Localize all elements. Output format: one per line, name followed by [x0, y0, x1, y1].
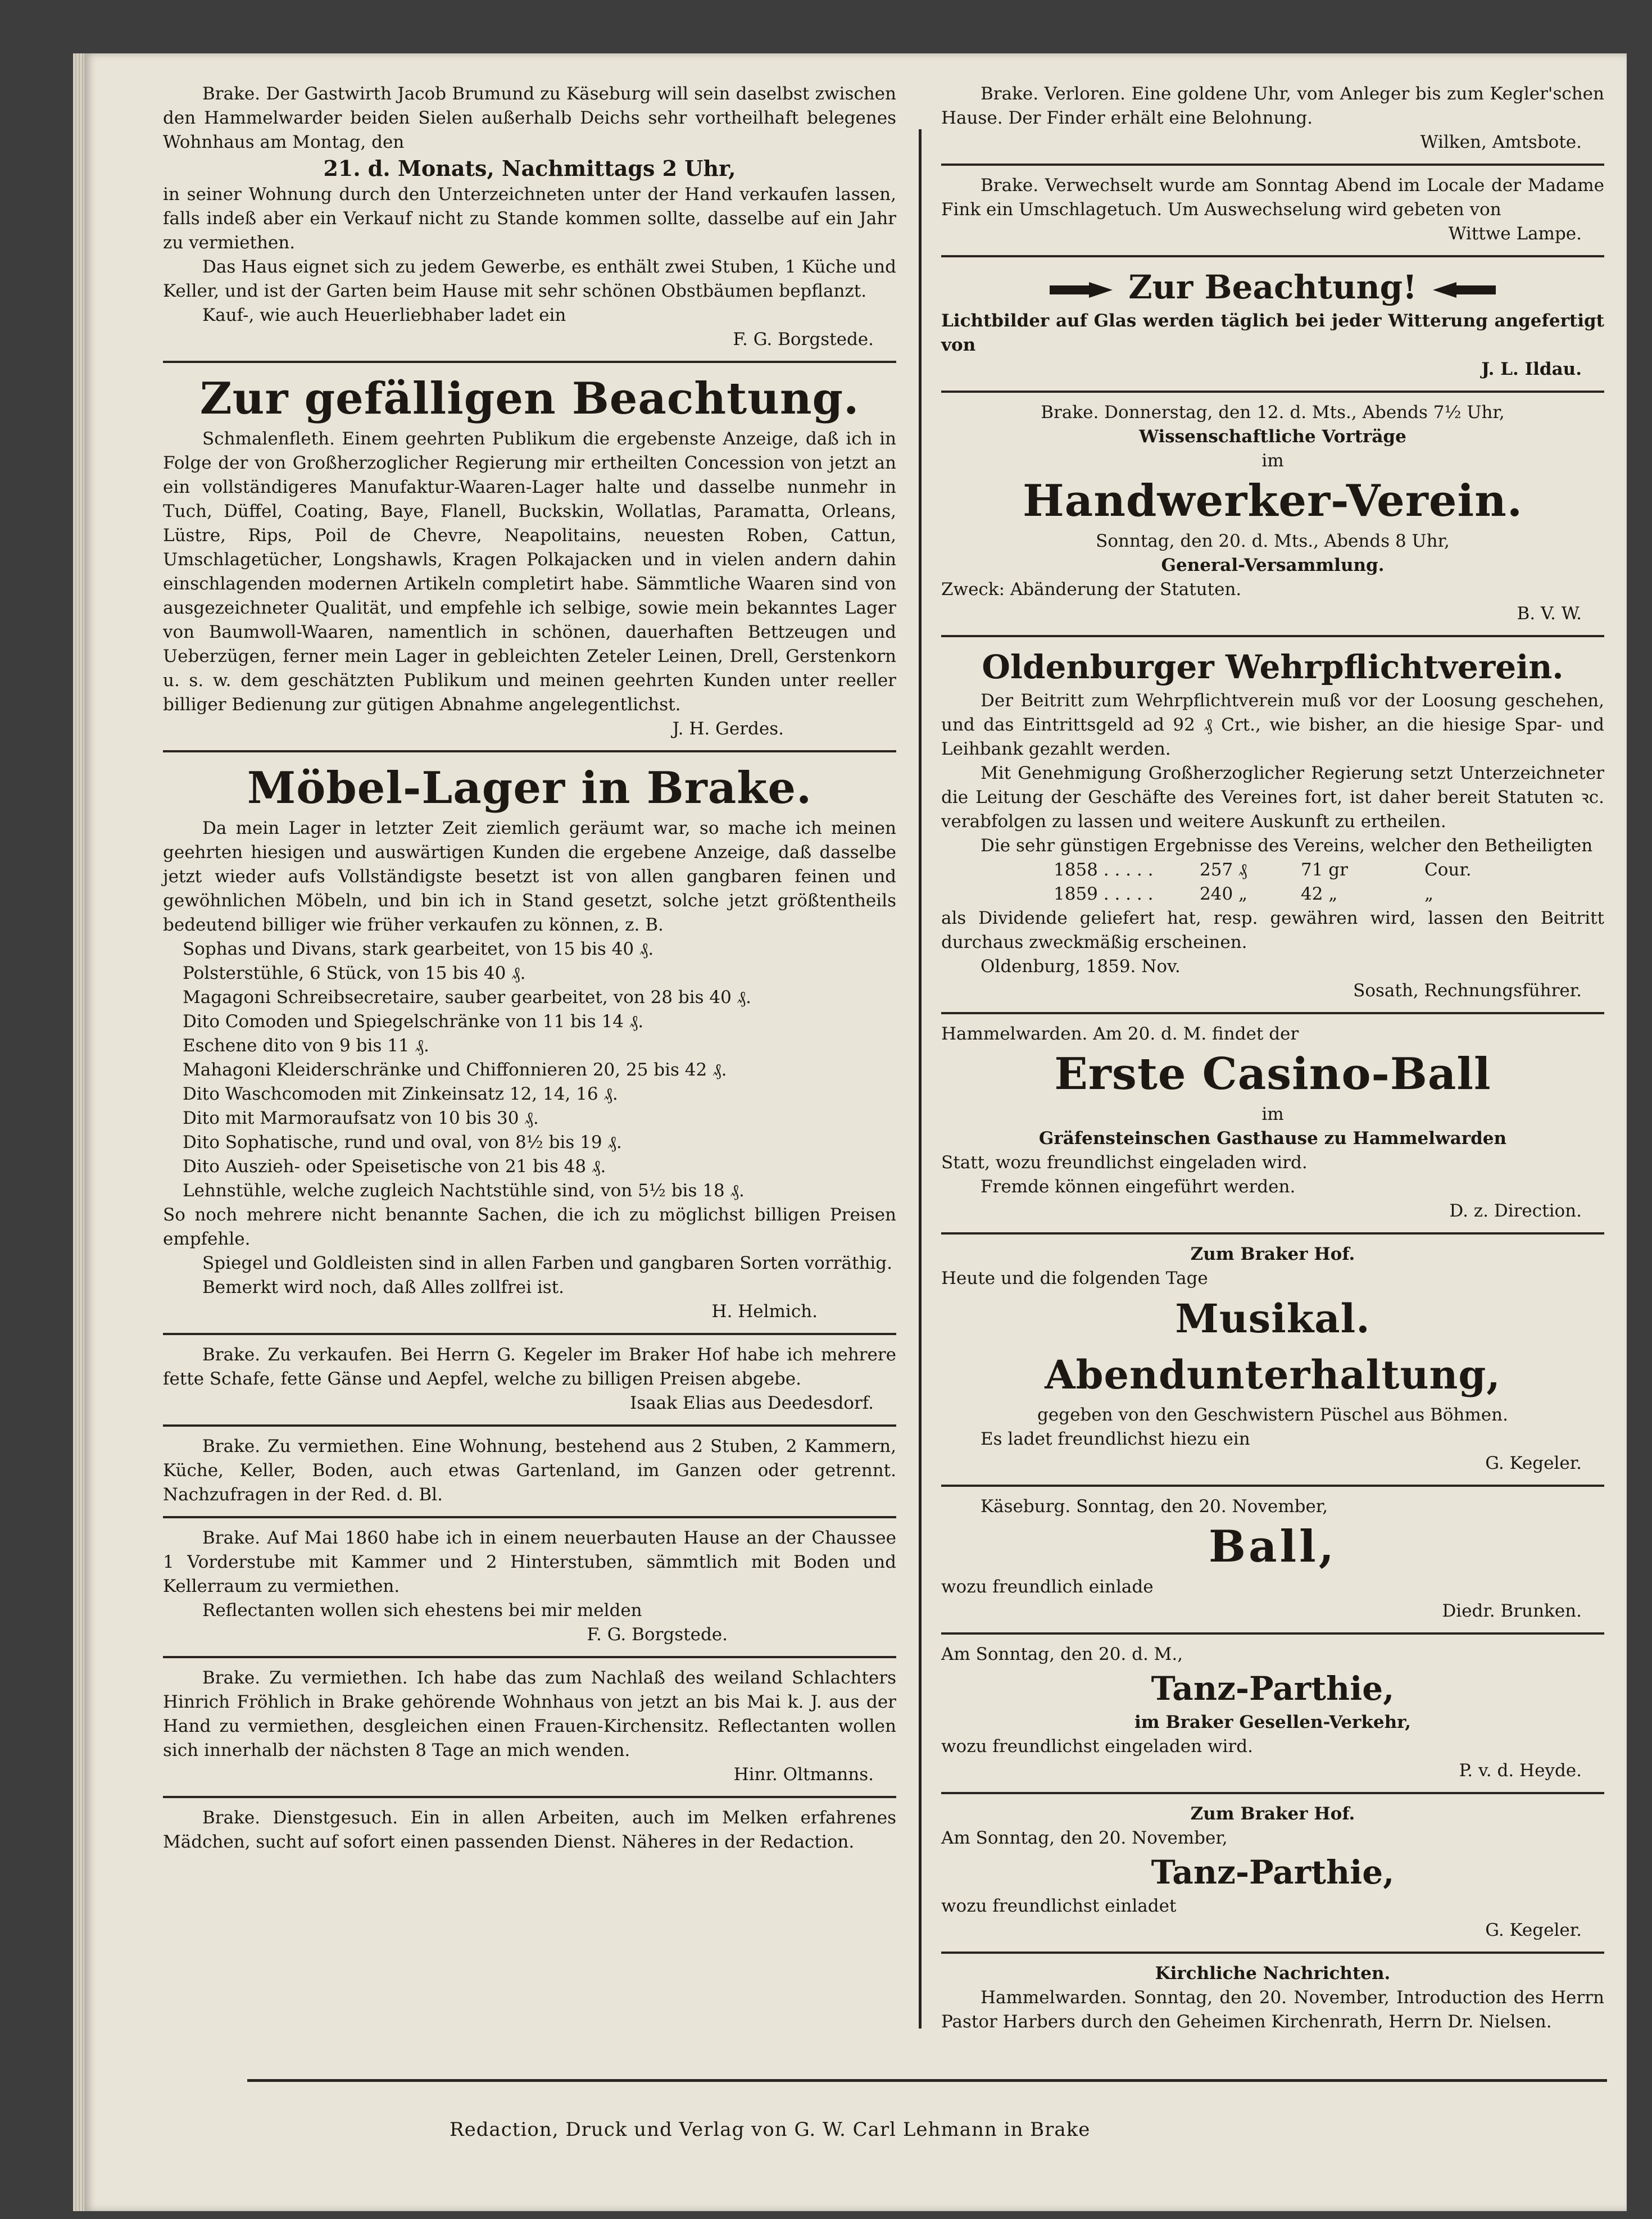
ad-tanz-parthie-1 [941, 1639, 1604, 1789]
ad-kirchliche-nachrichten [941, 1958, 1604, 2040]
separator [941, 1792, 1604, 1794]
ad-signature: Wittwe Lampe. [1448, 224, 1582, 244]
separator [941, 391, 1604, 393]
table-cell: 42 „ [1301, 884, 1338, 904]
ad-zu-vermiethen-1 [163, 1431, 896, 1513]
separator [163, 1796, 896, 1798]
ad-text: Hammelwarden. Am 20. d. M. findet der [941, 1024, 1299, 1044]
ad-zu-vermiethen-2 [163, 1523, 896, 1653]
ad-signature: Hinr. Oltmanns. [733, 1764, 874, 1785]
table-cell: 240 „ [1200, 884, 1248, 904]
separator [941, 255, 1604, 257]
ad-text: Reflectanten wollen sich ehestens bei mir melden [202, 1600, 642, 1621]
ad-zu-vermiethen-3 [163, 1663, 896, 1793]
ad-house-sale [163, 79, 896, 357]
ad-abendunterhaltung [941, 1239, 1604, 1481]
ad-signature: G. Kegeler. [1485, 1453, 1582, 1473]
ad-lichtbilder [941, 262, 1604, 387]
ad-text: Gräfensteinschen Gasthause zu Hammelwarden [1038, 1128, 1507, 1149]
separator [941, 1952, 1604, 1954]
separator [163, 361, 896, 363]
ad-casino-ball [941, 1019, 1604, 1229]
ad-text: Am Sonntag, den 20. d. M., [941, 1644, 1183, 1664]
list-item: Dito Waschcomoden mit Zinkeinsatz 12, 14, 16 ₰. [183, 1084, 618, 1104]
ad-text: Bemerkt wird noch, daß Alles zollfrei ist. [202, 1277, 564, 1297]
ad-text: Sonntag, den 20. d. Mts., Abends 8 Uhr, [1096, 531, 1450, 551]
ad-text: im Braker Gesellen-Verkehr, [1134, 1712, 1411, 1732]
ad-text: Statt, wozu freundlichst eingeladen wird. [941, 1152, 1308, 1173]
ad-verloren [941, 79, 1604, 160]
ad-signature: Isaak Elias aus Deedesdorf. [630, 1393, 874, 1413]
ad-text: gegeben von den Geschwistern Püschel aus Böhmen. [1037, 1405, 1508, 1425]
ad-headline: Tanz-Parthie, [1151, 1853, 1395, 1891]
ad-text: Lichtbilder auf Glas werden täglich bei jeder Witterung angefertigt von [941, 311, 1604, 355]
list-item: Sophas und Divans, stark gearbeitet, von 15 bis 40 ₰. [183, 939, 654, 959]
separator [941, 1485, 1604, 1487]
ad-headline: Ball, [1209, 1521, 1337, 1572]
ad-text: Schmalenfleth. Einem geehrten Publikum die ergebenste Anzeige, daß ich in Folge der von Großherzoglicher Regierung mir ertheilten Concession von jetzt an ein vollständigeres Manufaktur-Waaren-Lager halte und dasselbe nunmehr in Tuch, Düffel, Coating, Baye, Flanell, Buckskin, Wollatlas, Paramatta, Orleans, Lüstre, Rips, Poil de Chevre, Neapolitains, neuesten Roben, Cattun, Umschlagetücher, Longshawls, Kragen Polkajacken und in vielen andern dahin einschlagenden modernen Artikeln completirt habe. Sämmtliche Waaren sind von ausgezeichneter Qualität, und empfehle ich selbige, sowie mein bekanntes Lager von Baumwoll-Waaren, namentlich in schönen, dauerhaften Bettzeugen und Ueberzügen, ferner mein Lager in gebleichten Zeteler Leinen, Drell, Gerstenkorn u. s. w. dem geschätzten Publikum und meinen geehrten Kunden unter reeller billiger Bedienung zur gütigen Abnahme angelegentlichst. [163, 429, 896, 715]
list-item: Lehnstühle, welche zugleich Nachtstühle sind, von 5½ bis 18 ₰. [183, 1181, 745, 1201]
ad-zu-verkaufen [163, 1340, 896, 1421]
ad-text: Brake. Verwechselt wurde am Sonntag Abend im Locale der Madame Fink ein Umschlagetuch. Um Auswechselung wird gebeten von [941, 175, 1604, 220]
pointing-hand-icon [1050, 280, 1117, 300]
ad-text: im [1261, 1104, 1284, 1124]
ad-text: wozu freundlichst eingeladen wird. [941, 1736, 1253, 1757]
list-item: Magagoni Schreibsecretaire, sauber gearbeitet, von 28 bis 40 ₰. [183, 987, 752, 1008]
ad-text: Fremde können eingeführt werden. [981, 1177, 1296, 1197]
ad-text: als Dividende geliefert hat, resp. gewähren wird, lassen den Beitritt durchaus zweckmäßig erscheinen. [941, 908, 1604, 952]
imprint: Redaction, Druck und Verlag von G. W. Carl Lehmann in Brake [450, 2118, 1091, 2141]
list-item: Polsterstühle, 6 Stück, von 15 bis 40 ₰. [183, 963, 526, 983]
pointing-hand-icon [1428, 280, 1496, 300]
list-item: Dito Comoden und Spiegelschränke von 11 bis 14 ₰. [183, 1011, 644, 1032]
ad-text: Brake. Zu vermiethen. Eine Wohnung, bestehend aus 2 Stuben, 2 Kammern, Küche, Keller, Boden, auch etwas Gartenland, im Ganzen oder getrennt. Nachzufragen in der Red. d. Bl. [163, 1436, 896, 1505]
ad-handwerker-verein [941, 397, 1604, 632]
list-item: Eschene dito von 9 bis 11 ₰. [183, 1036, 429, 1056]
ad-text: Brake. Auf Mai 1860 habe ich in einem neuerbauten Hause an der Chaussee 1 Vorderstube mit Kammer und 2 Hinterstuben, sämmtlich mit Boden und Kellerraum zu vermiethen. [163, 1528, 896, 1596]
ad-headline: Erste Casino-Ball [1054, 1049, 1491, 1100]
table-cell: 71 gr [1301, 860, 1348, 880]
ad-text: Oldenburg, 1859. Nov. [981, 956, 1181, 977]
ad-signature: Wilken, Amtsbote. [1420, 132, 1582, 152]
table-cell: „ [1424, 884, 1434, 904]
separator [941, 1232, 1604, 1235]
ad-text: Brake. Zu verkaufen. Bei Herrn G. Kegeler im Braker Hof habe ich mehrere fette Schafe, fette Gänse und Aepfel, welche zu billigen Preisen abgebe. [163, 1345, 896, 1389]
column-divider [919, 129, 922, 2029]
price-list [163, 937, 896, 1203]
ad-text: So noch mehrere nicht benannte Sachen, die ich zu möglichst billigen Preisen empfehle. [163, 1205, 896, 1249]
ad-signature: F. G. Borgstede. [587, 1624, 728, 1645]
list-item: Mahagoni Kleiderschränke und Chiffonnieren 20, 25 bis 42 ₰. [183, 1060, 727, 1080]
ad-ball [941, 1491, 1604, 1629]
separator [163, 1333, 896, 1335]
ad-headline: Oldenburger Wehrpflichtverein. [982, 648, 1564, 686]
ad-text: Das Haus eignet sich zu jedem Gewerbe, es enthält zwei Stuben, 1 Küche und Keller, und ist der Garten beim Hause mit sehr schönen Obstbäumen bepflanzt. [163, 257, 896, 301]
ad-moebel-lager [163, 757, 896, 1329]
dividend-table [941, 858, 1604, 906]
ad-dienstgesuch [163, 1803, 896, 1860]
separator [941, 635, 1604, 637]
table-cell: Cour. [1424, 860, 1472, 880]
footer-rule [247, 2079, 1607, 2082]
ad-signature: Sosath, Rechnungsführer. [1353, 981, 1582, 1001]
list-item: Dito Sophatische, rund und oval, von 8½ bis 19 ₰. [183, 1132, 622, 1152]
ad-text: Käseburg. Sonntag, den 20. November, [981, 1496, 1328, 1517]
ad-signature: Diedr. Brunken. [1442, 1601, 1582, 1621]
ad-headline: Zur gefälligen Beachtung. [199, 373, 860, 424]
ad-text: im [1261, 451, 1284, 471]
ad-tanz-parthie-2 [941, 1799, 1604, 1948]
ad-signature: F. G. Borgstede. [733, 329, 874, 350]
ad-text: Da mein Lager in letzter Zeit ziemlich geräumt war, so mache ich meinen geehrten hiesigen und auswärtigen Kunden die ergebene Anzeige, daß dasselbe jetzt wieder aufs Vollständigste besetzt ist von allen gangbaren feinen und gewöhnlichen Möbeln, und bin ich in Stand gesetzt, solche jetzt größtentheils bedeutend billiger wie früher verkaufen zu können, z. B. [163, 818, 896, 935]
ad-text: Der Beitritt zum Wehrpflichtverein muß vor der Loosung geschehen, und das Eintrittsgeld ad 92 ₰ Crt., wie bisher, an die hiesige Spar- und Leihbank gezahlt werden. [941, 691, 1604, 759]
ad-signature: P. v. d. Heyde. [1459, 1760, 1582, 1781]
ad-text: General-Versammlung. [1161, 555, 1385, 575]
ad-text: wozu freundlichst einladet [941, 1896, 1177, 1916]
ad-signature: H. Helmich. [711, 1301, 818, 1322]
ad-date: 21. d. Monats, Nachmittags 2 Uhr, [323, 156, 736, 181]
ad-headline [941, 265, 1604, 309]
ad-signature: B. V. W. [1517, 603, 1582, 624]
list-item: Dito mit Marmoraufsatz von 10 bis 30 ₰. [183, 1108, 539, 1128]
list-item: Dito Auszieh- oder Speisetische von 21 bis 48 ₰. [183, 1156, 606, 1177]
ad-text: in seiner Wohnung durch den Unterzeichneten unter der Hand verkaufen lassen, falls indeß aber ein Verkauf nicht zu Stande kommen sollte, dasselbe auf ein Jahr zu vermiethen. [163, 184, 896, 253]
separator [941, 164, 1604, 166]
separator [941, 1012, 1604, 1014]
ad-text: Mit Genehmigung Großherzoglicher Regierung setzt Unterzeichneter die Leitung der Geschäfte des Vereines fort, ist daher bereit Statuten ꝛc. verabfolgen zu lassen und weitere Auskunft zu ertheilen. [941, 763, 1604, 832]
table-cell: 257 ₰ [1200, 860, 1247, 880]
separator [941, 1632, 1604, 1635]
ad-text: wozu freundlich einlade [941, 1577, 1154, 1597]
ad-text: Wissenschaftliche Vorträge [1139, 426, 1406, 447]
ad-text: Hammelwarden. Sonntag, den 20. November, Introduction des Herrn Pastor Harbers durch den Geheimen Kirchenrath, Herrn Dr. Nielsen. [941, 1987, 1604, 2032]
ad-signature: J. L. Ildau. [1481, 359, 1582, 379]
ad-signature: J. H. Gerdes. [672, 719, 784, 739]
ad-headline: Möbel-Lager in Brake. [247, 763, 813, 814]
ad-subhead: Kirchliche Nachrichten. [1155, 1963, 1391, 1984]
ad-wehrpflichtverein [941, 642, 1604, 1009]
ad-signature: D. z. Direction. [1449, 1201, 1582, 1221]
ad-text: Brake. Dienstgesuch. Ein in allen Arbeiten, auch im Melken erfahrenes Mädchen, sucht auf sofort einen passenden Dienst. Näheres in der Redaction. [163, 1808, 896, 1852]
table-cell: 1858 . . . . . [1054, 860, 1154, 880]
ad-text: Die sehr günstigen Ergebnisse des Vereins, welcher den Betheiligten [981, 836, 1593, 856]
separator [163, 750, 896, 752]
ad-signature: G. Kegeler. [1485, 1920, 1582, 1940]
ad-text: Heute und die folgenden Tage [941, 1268, 1208, 1288]
ad-headline: Musikal. Abendunterhaltung, [1045, 1295, 1501, 1398]
ad-subhead: Zum Braker Hof. [1190, 1244, 1355, 1264]
ad-text: Brake. Der Gastwirth Jacob Brumund zu Käseburg will sein daselbst zwischen den Hammelwarder beiden Sielen außerhalb Deichs sehr vortheilhaft belegenes Wohnhaus am Montag, den [163, 84, 896, 152]
ad-subhead: Zum Braker Hof. [1190, 1804, 1355, 1824]
headline-text: Zur Beachtung! [1128, 268, 1417, 306]
ad-headline: Tanz-Parthie, [1151, 1669, 1395, 1708]
ad-text: Am Sonntag, den 20. November, [941, 1828, 1228, 1848]
table-cell: 1859 . . . . . [1054, 884, 1154, 904]
ad-text: Brake. Zu vermiethen. Ich habe das zum Nachlaß des weiland Schlachters Hinrich Fröhlich in Brake gehörende Wohnhaus von jetzt an bis Mai k. J. aus der Hand zu vermiethen, desgleichen einen Frauen-Kirchensitz. Reflectanten wollen sich innerhalb der nächsten 8 Tage an mich wenden. [163, 1668, 896, 1760]
ad-text: Brake. Donnerstag, den 12. d. Mts., Abends 7½ Uhr, [1041, 402, 1505, 423]
ad-text: Kauf-, wie auch Heuerliebhaber ladet ein [202, 305, 566, 325]
ad-headline: Handwerker-Verein. [1022, 475, 1523, 527]
ad-text: Brake. Verloren. Eine goldene Uhr, vom Anleger bis zum Kegler'schen Hause. Der Finder erhält eine Belohnung. [941, 84, 1604, 128]
ad-verwechselt [941, 170, 1604, 252]
ad-text: Zweck: Abänderung der Statuten. [941, 579, 1242, 600]
right-column [941, 79, 1604, 2040]
left-column [163, 79, 896, 1860]
separator [163, 1516, 896, 1518]
ad-manufaktur [163, 367, 896, 747]
separator [163, 1424, 896, 1427]
ad-text: Spiegel und Goldleisten sind in allen Farben und gangbaren Sorten vorräthig. [202, 1253, 892, 1273]
separator [163, 1656, 896, 1658]
ad-text: Es ladet freundlichst hiezu ein [981, 1429, 1250, 1449]
